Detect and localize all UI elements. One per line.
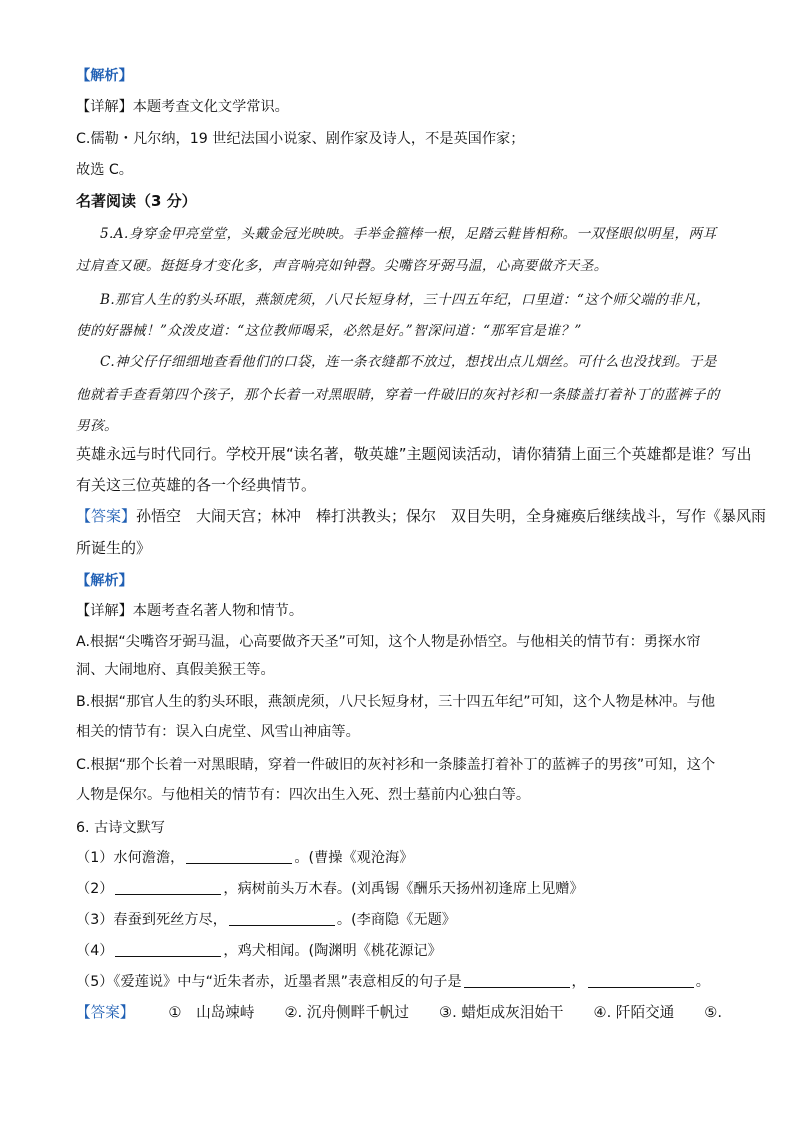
fill-question: （2） ，病树前头万木春。(刘禹锡《酬乐天扬州初逢席上见赠》: [76, 881, 584, 897]
section-title: 名著阅读（3 分）: [76, 192, 197, 210]
answer-item: ③. 蜡炬成灰泪始干: [438, 1004, 564, 1021]
passage-line: 男孩。: [76, 418, 118, 434]
answer-blank: [588, 973, 694, 988]
passage-line: C.神父仔仔细细地查看他们的口袋，连一条衣缝都不放过，想找出点儿烟丝。可什么也没找到。于是: [100, 354, 717, 370]
answer-line: [76, 1003, 722, 1023]
detail-line: 【详解】本题考查文化文学常识。: [76, 99, 289, 115]
detail-line: 相关的情节有：误入白虎堂、风雪山神庙等。: [76, 724, 360, 740]
passage-line: 5.A.身穿金甲亮堂堂，头戴金冠光映映。手举金箍棒一根，足踏云鞋皆相称。一双怪眼似明星，两耳: [100, 226, 717, 242]
question-line: 有关这三位英雄的各一个经典情节。: [76, 476, 317, 494]
answer-item: ②. 沉舟侧畔千帆过: [284, 1004, 409, 1021]
fill-question: （1）水何澹澹， 。(曹操《观沧海》: [76, 850, 414, 866]
question-line: 英雄永远与时代同行。学校开展“读名著，敬英雄”主题阅读活动，请你猜猜上面三个英雄都是谁？写出: [76, 445, 752, 463]
answer-item: ④. 阡陌交通: [593, 1004, 675, 1021]
fill-question: （5）《爱莲说》中与“近朱者赤，近墨者黑”表意相反的句子是 ， 。: [76, 974, 710, 990]
detail-line: 【详解】本题考查名著人物和情节。: [76, 603, 304, 619]
passage-line: 过肩查又硬。挺挺身才变化多，声音响亮如钟磬。尖嘴咨牙弼马温，心高要做齐天圣。: [76, 258, 608, 274]
fill-question: （3）春蚕到死丝方尽， 。(李商隐《无题》: [76, 912, 456, 928]
answer-blank: [229, 911, 335, 926]
fill-question: （4） ，鸡犬相闻。(陶渊明《桃花源记》: [76, 943, 442, 959]
detail-line: C.儒勒・凡尔纳，19 世纪法国小说家、剧作家及诗人，不是英国作家；: [76, 131, 525, 147]
detail-line: B.根据“那官人生的豹头环眼，燕颔虎须，八尺长短身材，三十四五年纪”可知，这个人物是林冲。与他: [76, 694, 716, 710]
answer-blank: [115, 880, 221, 895]
detail-line: C.根据“那个长着一对黑眼睛，穿着一件破旧的灰衬衫和一条膝盖打着补丁的蓝裤子的男孩”可知，这个: [76, 757, 716, 773]
answer-tag: 【答案】: [76, 507, 137, 525]
detail-line: 人物是保尔。与他相关的情节有：四次出生入死、烈士墓前内心独白等。: [76, 787, 531, 803]
detail-line: 故选 C。: [76, 162, 133, 178]
answer-item: ① 山岛竦峙: [168, 1004, 255, 1021]
answer-blank: [464, 973, 570, 988]
answer-blank: [115, 942, 221, 957]
answer-item: ⑤.: [704, 1004, 722, 1021]
answer-blank: [186, 849, 292, 864]
passage-line: 他就着手查看第四个孩子，那个长着一对黑眼睛，穿着一件破旧的灰衬衫和一条膝盖打着补丁的蓝裤子的: [76, 387, 720, 403]
answer-text: 孙悟空 大闹天宫；林冲 棒打洪教头；保尔 双目失明，全身瘫痪后继续战斗，写作《暴风雨: [136, 507, 767, 525]
answer-tag: 【答案】: [76, 1004, 135, 1021]
answer-line: 所诞生的》: [76, 539, 152, 557]
answer-line: [76, 506, 766, 526]
question-title: 6. 古诗文默写: [76, 820, 165, 836]
passage-line: B.那官人生的豹头环眼，燕颔虎须，八尺长短身材，三十四五年纪，口里道：“这个师父端的非凡，: [100, 292, 711, 308]
analysis-heading: 【解析】: [76, 573, 133, 589]
passage-line: 使的好器械！”众泼皮道：“这位教师喝采，必然是好。”智深问道：“那军官是谁？”: [76, 323, 582, 339]
detail-line: A.根据“尖嘴咨牙弼马温，心高要做齐天圣”可知，这个人物是孙悟空。与他相关的情节有：勇探水帘: [76, 634, 701, 650]
detail-line: 洞、大闹地府、真假美猴王等。: [76, 662, 275, 678]
analysis-heading: 【解析】: [76, 68, 133, 84]
